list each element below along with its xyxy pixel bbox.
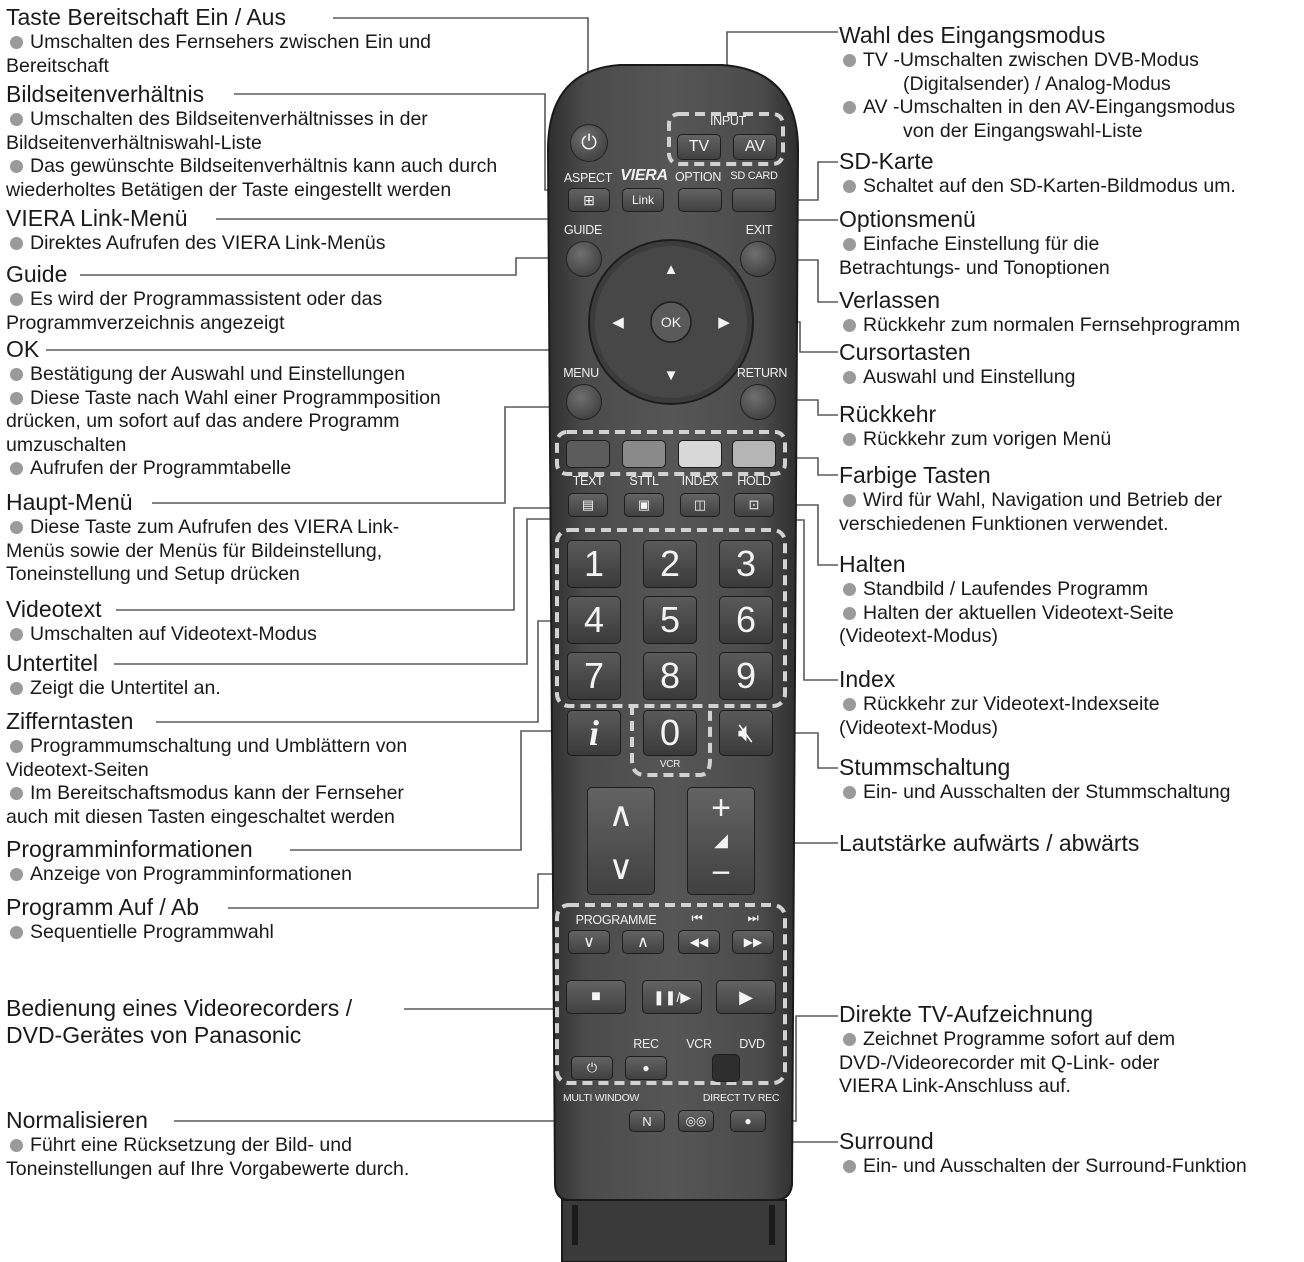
annotation-line: (Videotext-Modus) bbox=[839, 625, 998, 647]
annotation-line: verschiedenen Funktionen verwendet. bbox=[839, 512, 1169, 535]
arrow-right-icon[interactable]: ▶ bbox=[718, 314, 730, 331]
arrow-down-icon[interactable]: ▼ bbox=[663, 366, 679, 384]
chevron-up-icon: ∧ bbox=[637, 934, 649, 951]
exit-button[interactable] bbox=[740, 241, 776, 277]
rewind-button[interactable] bbox=[678, 930, 720, 954]
annotation-line: (Videotext-Modus) bbox=[839, 716, 998, 739]
av-button[interactable]: AV bbox=[733, 134, 777, 160]
annotation-line: Programmverzeichnis angezeigt bbox=[6, 311, 285, 334]
return-button[interactable] bbox=[740, 384, 776, 420]
annotation-heading: Programminformationen bbox=[6, 836, 253, 862]
arrow-left-icon[interactable]: ◀ bbox=[612, 314, 624, 331]
annotation-heading: Taste Bereitschaft Ein / Aus bbox=[6, 4, 286, 30]
annotation-heading: Programm Auf / Ab bbox=[6, 894, 200, 920]
link-button[interactable]: Link bbox=[622, 188, 664, 212]
text-label: TEXT bbox=[572, 474, 604, 488]
annotation-heading: VIERA Link-Menü bbox=[6, 205, 188, 231]
annotation-line: von der Eingangswahl-Liste bbox=[903, 119, 1143, 142]
annotation-heading: Optionsmenü bbox=[839, 206, 976, 232]
hold-label: HOLD bbox=[737, 474, 771, 488]
annotation-heading: Haupt-Menü bbox=[6, 489, 133, 515]
green-button[interactable] bbox=[622, 440, 666, 468]
minus-icon: − bbox=[711, 853, 731, 892]
annotation-line: Betrachtungs- und Tonoptionen bbox=[839, 256, 1110, 279]
guide-label: GUIDE bbox=[563, 223, 603, 237]
bullet-text: Bestätigung der Auswahl und Einstellungen bbox=[6, 363, 541, 387]
annotation-line: (Digitalsender) / Analog-Modus bbox=[903, 72, 1171, 95]
annotation-heading: Index bbox=[839, 666, 896, 692]
annotation-index bbox=[839, 666, 1301, 740]
annotation-menu bbox=[6, 489, 541, 587]
bullet-text: Diese Taste nach Wahl einer Programmposition bbox=[6, 387, 541, 411]
annotation-line: Menüs sowie der Menüs für Bildeinstellung, bbox=[6, 539, 383, 562]
annotation-heading: Videotext bbox=[6, 596, 102, 622]
bullet-text: Ein- und Ausschalten der Surround-Funktion bbox=[839, 1155, 1301, 1179]
annotation-ok bbox=[6, 336, 541, 481]
bullet-text: Rückkehr zum normalen Fernsehprogramm bbox=[839, 314, 1301, 338]
annotation-exit bbox=[839, 287, 1301, 338]
plus-icon: + bbox=[711, 789, 731, 828]
bullet-text: Zeichnet Programme sofort auf dem bbox=[839, 1028, 1301, 1052]
blue-button[interactable] bbox=[732, 440, 776, 468]
option-label: OPTION bbox=[674, 170, 722, 184]
bullet-text: TV -Umschalten zwischen DVB-Modus bbox=[839, 49, 1301, 73]
annotation-vcr bbox=[6, 995, 541, 1049]
volume-wedge-icon: ◢ bbox=[714, 830, 728, 851]
bullet-text: Auswahl und Einstellung bbox=[839, 366, 1301, 390]
annotation-info bbox=[6, 836, 541, 887]
bullet-text: AV -Umschalten in den AV-Eingangsmodus bbox=[839, 96, 1301, 120]
annotation-heading: Untertitel bbox=[6, 650, 99, 676]
sdcard-button[interactable] bbox=[732, 188, 776, 212]
stop-button[interactable] bbox=[566, 980, 626, 1014]
annotation-text bbox=[6, 596, 541, 647]
digit-5-button[interactable]: 5 bbox=[643, 596, 697, 644]
index-button[interactable] bbox=[680, 493, 720, 517]
digit-7-button[interactable]: 7 bbox=[567, 652, 621, 700]
bullet-text: Umschalten auf Videotext-Modus bbox=[6, 623, 541, 647]
mute-icon: 🔇︎ bbox=[737, 717, 755, 747]
yellow-button[interactable] bbox=[678, 440, 722, 468]
digit-9-button[interactable]: 9 bbox=[719, 652, 773, 700]
surround-icon: ◎◎ bbox=[685, 1114, 707, 1128]
red-button[interactable] bbox=[566, 440, 610, 468]
sdcard-label: SD CARD bbox=[730, 170, 778, 182]
index-label: INDEX bbox=[681, 474, 719, 488]
volume-rocker[interactable] bbox=[687, 787, 755, 895]
programme-label: PROGRAMME bbox=[575, 913, 657, 927]
record-icon: ● bbox=[642, 1061, 650, 1075]
chevron-down-icon: ∨ bbox=[608, 848, 634, 887]
annotation-heading: Halten bbox=[839, 551, 906, 577]
annotation-return bbox=[839, 401, 1301, 452]
annotation-heading: OK bbox=[6, 336, 40, 362]
annotation-heading: Wahl des Eingangsmodus bbox=[839, 22, 1106, 48]
annotation-heading: SD-Karte bbox=[839, 148, 934, 174]
pause-play-button[interactable] bbox=[642, 980, 702, 1014]
direct-tv-rec-button[interactable] bbox=[730, 1110, 766, 1132]
bullet-text: Einfache Einstellung für die bbox=[839, 233, 1301, 257]
dvd-label: DVD bbox=[739, 1037, 765, 1051]
menu-label: MENU bbox=[563, 366, 599, 380]
annotation-heading: Bildseitenverhältnis bbox=[6, 81, 205, 107]
aspect-icon: ⊞ bbox=[583, 191, 595, 208]
vcr-label: VCR bbox=[659, 759, 681, 770]
vcr-power-button[interactable] bbox=[571, 1056, 613, 1080]
bullet-text: Halten der aktuellen Videotext-Seite bbox=[839, 602, 1301, 626]
input-label: INPUT bbox=[709, 114, 746, 128]
text-icon: ▤ bbox=[581, 497, 595, 512]
power-icon: ⏻ bbox=[586, 1060, 598, 1075]
annotation-standby bbox=[6, 4, 541, 78]
record-icon: ● bbox=[744, 1114, 752, 1128]
direct-tv-rec-label: DIRECT TV REC bbox=[702, 1092, 780, 1104]
annotation-line: Toneinstellungen auf Ihre Vorgabewerte durch. bbox=[6, 1157, 410, 1180]
annotation-input bbox=[839, 22, 1301, 143]
annotation-directrec bbox=[839, 1001, 1301, 1099]
annotation-volume bbox=[839, 830, 1301, 857]
subtitle-icon: ▣ bbox=[637, 497, 651, 512]
option-button[interactable] bbox=[678, 188, 722, 212]
bullet-text: Direktes Aufrufen des VIERA Link-Menüs bbox=[6, 232, 541, 256]
mute-button[interactable] bbox=[719, 710, 773, 756]
annotation-line: auch mit diesen Tasten eingeschaltet werden bbox=[6, 805, 395, 828]
bullet-text: Rückkehr zur Videotext-Indexseite bbox=[839, 693, 1301, 717]
play-button[interactable] bbox=[716, 980, 776, 1014]
aspect-button[interactable] bbox=[568, 188, 610, 212]
hold-button[interactable] bbox=[734, 493, 774, 517]
digit-0-button[interactable]: 0 bbox=[643, 710, 697, 756]
return-label: RETURN bbox=[736, 366, 788, 380]
annotation-normal bbox=[6, 1107, 541, 1181]
annotation-mute bbox=[839, 754, 1301, 805]
annotation-heading: Guide bbox=[6, 261, 68, 287]
sttl-label: STTL bbox=[629, 474, 659, 488]
normalise-button[interactable]: N bbox=[629, 1110, 665, 1132]
annotation-heading: Rückkehr bbox=[839, 401, 937, 427]
chevron-up-icon: ∧ bbox=[608, 795, 634, 834]
ok-button[interactable]: OK bbox=[660, 314, 682, 330]
index-icon: ◫ bbox=[693, 497, 707, 512]
bullet-text: Programmumschaltung und Umblättern von bbox=[6, 735, 541, 759]
text-button[interactable] bbox=[568, 493, 608, 517]
bullet-text: Ein- und Ausschalten der Stummschaltung bbox=[839, 781, 1301, 805]
bullet-text: Anzeige von Programminformationen bbox=[6, 863, 541, 887]
annotation-heading: Surround bbox=[839, 1128, 934, 1154]
bullet-text: Diese Taste zum Aufrufen des VIERA Link- bbox=[6, 516, 541, 540]
annotation-heading: Bedienung eines Videorecorders / bbox=[6, 995, 353, 1021]
annotation-option bbox=[839, 206, 1301, 280]
exit-label: EXIT bbox=[745, 223, 773, 237]
stop-icon: ■ bbox=[591, 988, 601, 1005]
bullet-text: Standbild / Laufendes Programm bbox=[839, 578, 1301, 602]
annotation-sdcard bbox=[839, 148, 1301, 199]
pause-play-icon: ❚❚/▶ bbox=[652, 988, 692, 1005]
annotation-line: DVD-Gerätes von Panasonic bbox=[6, 1022, 302, 1048]
annotation-line: umzuschalten bbox=[6, 433, 127, 456]
guide-button[interactable] bbox=[566, 241, 602, 277]
annotation-aspect bbox=[6, 81, 541, 202]
bullet-text: Schaltet auf den SD-Karten-Bildmodus um. bbox=[839, 175, 1301, 199]
power-icon: ⏻ bbox=[581, 131, 597, 154]
programme-down-button[interactable] bbox=[568, 930, 610, 954]
aspect-label: ASPECT bbox=[563, 171, 613, 185]
annotation-surround bbox=[839, 1128, 1301, 1179]
rec-label: REC bbox=[633, 1037, 659, 1051]
surround-button[interactable] bbox=[678, 1110, 714, 1132]
annotation-heading: Direkte TV-Aufzeichnung bbox=[839, 1001, 1093, 1027]
annotation-hold bbox=[839, 551, 1301, 649]
menu-button[interactable] bbox=[566, 384, 602, 420]
annotation-sttl bbox=[6, 650, 541, 701]
annotation-prog bbox=[6, 894, 541, 945]
vcr-dvd-label: VCR bbox=[686, 1037, 712, 1051]
annotation-line: VIERA Link-Anschluss auf. bbox=[839, 1075, 1071, 1097]
viera-logo: VIERA bbox=[620, 167, 668, 184]
arrow-up-icon[interactable]: ▲ bbox=[663, 260, 679, 278]
programme-up-button[interactable] bbox=[622, 930, 664, 954]
annotation-heading: Lautstärke aufwärts / abwärts bbox=[839, 830, 1140, 856]
chevron-down-icon: ∨ bbox=[583, 934, 595, 951]
fast-forward-icon: ▶▶ bbox=[743, 935, 763, 949]
annotation-heading: Zifferntasten bbox=[6, 708, 134, 734]
annotation-line: DVD-/Videorecorder mit Q-Link- oder bbox=[839, 1051, 1160, 1074]
programme-rocker[interactable] bbox=[587, 787, 655, 895]
bullet-text: Das gewünschte Bildseitenverhältnis kann auch durch bbox=[6, 155, 541, 179]
vcr-dvd-switch[interactable] bbox=[712, 1054, 740, 1082]
digit-4-button[interactable]: 4 bbox=[567, 596, 621, 644]
digit-2-button[interactable]: 2 bbox=[643, 540, 697, 588]
skip-back-icon: ⏮ bbox=[691, 911, 703, 925]
annotation-viera bbox=[6, 205, 541, 256]
annotation-digits bbox=[6, 708, 541, 829]
annotation-line: Toneinstellung und Setup drücken bbox=[6, 563, 300, 585]
digit-8-button[interactable]: 8 bbox=[643, 652, 697, 700]
annotation-line: Bildseitenverhältniswahl-Liste bbox=[6, 131, 262, 154]
annotation-guide bbox=[6, 261, 541, 335]
annotation-heading: Normalisieren bbox=[6, 1107, 148, 1133]
annotation-heading: Cursortasten bbox=[839, 339, 971, 365]
info-button[interactable]: i bbox=[567, 710, 621, 756]
annotation-line: wiederholtes Betätigen der Taste eingestellt werden bbox=[6, 178, 452, 201]
play-icon: ▶ bbox=[739, 986, 753, 1007]
annotation-line: Videotext-Seiten bbox=[6, 758, 149, 781]
rewind-icon: ◀◀ bbox=[689, 935, 709, 949]
fast-forward-button[interactable] bbox=[732, 930, 774, 954]
bullet-text: Wird für Wahl, Navigation und Betrieb der bbox=[839, 489, 1301, 513]
bullet-text: Sequentielle Programmwahl bbox=[6, 921, 541, 945]
hold-icon: ⊡ bbox=[748, 497, 760, 512]
bullet-text: Umschalten des Bildseitenverhältnisses in der bbox=[6, 108, 541, 132]
subtitle-button[interactable] bbox=[624, 493, 664, 517]
tv-button[interactable]: TV bbox=[677, 134, 721, 160]
digit-6-button[interactable]: 6 bbox=[719, 596, 773, 644]
bullet-text: Rückkehr zum vorigen Menü bbox=[839, 428, 1301, 452]
bullet-text: Führt eine Rücksetzung der Bild- und bbox=[6, 1134, 541, 1158]
bullet-text: Zeigt die Untertitel an. bbox=[6, 677, 541, 701]
power-button[interactable] bbox=[570, 124, 608, 162]
annotation-line: Bereitschaft bbox=[6, 54, 109, 77]
digit-3-button[interactable]: 3 bbox=[719, 540, 773, 588]
multi-window-label: MULTI WINDOW bbox=[562, 1092, 640, 1104]
annotation-line: drücken, um sofort auf das andere Programm bbox=[6, 410, 400, 432]
bullet-text: Es wird der Programmassistent oder das bbox=[6, 288, 541, 312]
skip-forward-icon: ⏭ bbox=[747, 911, 759, 925]
rec-button[interactable] bbox=[625, 1056, 667, 1080]
annotation-colour bbox=[839, 462, 1301, 536]
digit-1-button[interactable]: 1 bbox=[567, 540, 621, 588]
annotation-heading: Farbige Tasten bbox=[839, 462, 991, 488]
bullet-text: Aufrufen der Programmtabelle bbox=[6, 457, 541, 481]
bullet-text: Im Bereitschaftsmodus kann der Fernseher bbox=[6, 782, 541, 806]
annotation-heading: Verlassen bbox=[839, 287, 941, 313]
annotation-cursor bbox=[839, 339, 1301, 390]
annotation-heading: Stummschaltung bbox=[839, 754, 1011, 780]
bullet-text: Umschalten des Fernsehers zwischen Ein und bbox=[6, 31, 541, 55]
